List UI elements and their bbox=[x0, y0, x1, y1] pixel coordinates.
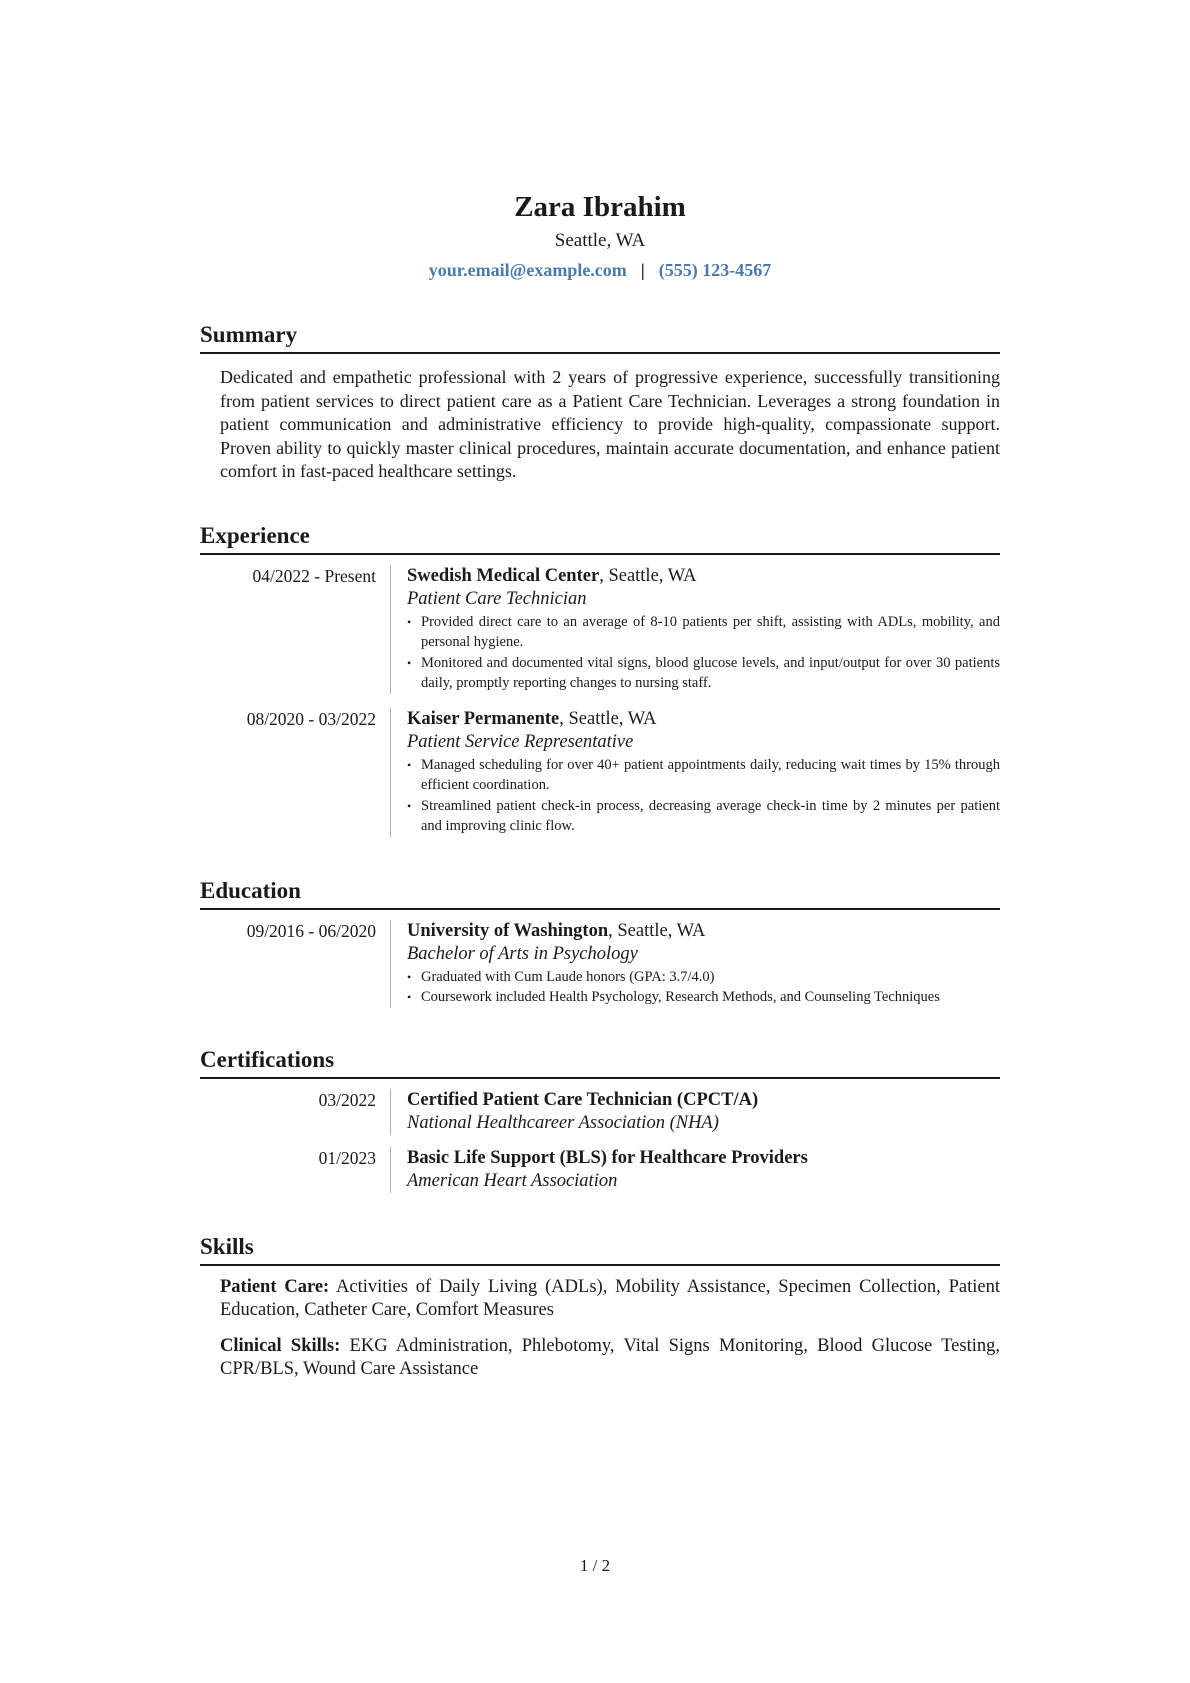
certifications-heading: Certifications bbox=[200, 1046, 1000, 1079]
entry-date: 04/2022 - Present bbox=[252, 565, 376, 586]
bullet-item: • Streamlined patient check-in process, decreasing average check-in time by 2 minutes per patient and improving clinic flow. bbox=[407, 796, 1000, 837]
entry-degree: Bachelor of Arts in Psychology bbox=[407, 943, 638, 964]
bullet-item: • Graduated with Cum Laude honors (GPA: 3.7/4.0) bbox=[407, 967, 1000, 988]
entry-role: Patient Care Technician bbox=[407, 588, 587, 609]
organization-place: , Seattle, WA bbox=[599, 565, 697, 586]
contact-separator: | bbox=[640, 260, 645, 280]
entry-organization bbox=[407, 565, 1000, 588]
entry-date: 01/2023 bbox=[318, 1147, 376, 1168]
entry-role: Patient Service Representative bbox=[407, 731, 634, 752]
experience-heading: Experience bbox=[200, 522, 1000, 555]
summary-section bbox=[200, 321, 1000, 484]
resume-page bbox=[200, 190, 1000, 1382]
candidate-location: Seattle, WA bbox=[554, 230, 646, 251]
education-heading: Education bbox=[200, 877, 1000, 910]
organization-place: , Seattle, WA bbox=[559, 708, 657, 729]
bullet-item: • Monitored and documented vital signs, blood glucose levels, and input/output for over 30 patients daily, promptly reporting changes to nursing staff. bbox=[407, 653, 1000, 694]
certification-name bbox=[407, 1147, 1000, 1170]
certification-entry bbox=[200, 1147, 1000, 1193]
education-section bbox=[200, 877, 1000, 1008]
certification-entry bbox=[200, 1089, 1000, 1135]
entry-date: 03/2022 bbox=[318, 1089, 376, 1110]
email-link[interactable]: your.email@example.com bbox=[428, 260, 627, 280]
skills-section bbox=[200, 1233, 1000, 1382]
summary-text: Dedicated and empathetic professional with 2 years of progressive experience, successfully transitioning from patient services to direct patient care as a Patient Care Technician. Leverages a strong foundation in patient communication and administrative efficiency to provide high-quality, compassionate support. Proven ability to quickly master clinical procedures, maintain accurate documentation, and enhance patient comfort in fast-paced healthcare settings. bbox=[220, 367, 1000, 481]
entry-organization bbox=[407, 920, 1000, 943]
experience-section bbox=[200, 522, 1000, 837]
entry-organization bbox=[407, 708, 1000, 731]
bullet-item: • Coursework included Health Psychology, Research Methods, and Counseling Techniques bbox=[407, 987, 1000, 1008]
entry-bullets bbox=[407, 612, 1000, 694]
experience-entry bbox=[200, 708, 1000, 837]
bullet-item: • Provided direct care to an average of 8-10 patients per shift, assisting with ADLs, mobility, and personal hygiene. bbox=[407, 612, 1000, 653]
skill-group-label: Clinical Skills: bbox=[220, 1335, 341, 1356]
contact-line bbox=[200, 259, 1000, 281]
experience-entry bbox=[200, 565, 1000, 694]
bullet-item: • Managed scheduling for over 40+ patient appointments daily, reducing wait times by 15% through efficient coordination. bbox=[407, 755, 1000, 796]
phone-link[interactable]: (555) 123-4567 bbox=[658, 260, 772, 280]
education-entry bbox=[200, 920, 1000, 1008]
entry-date: 08/2020 - 03/2022 bbox=[246, 708, 376, 729]
summary-heading: Summary bbox=[200, 321, 1000, 354]
certifications-section bbox=[200, 1046, 1000, 1193]
organization-place: , Seattle, WA bbox=[608, 920, 706, 941]
organization-name: Kaiser Permanente bbox=[407, 708, 560, 729]
certification-issuer: National Healthcareer Association (NHA) bbox=[407, 1112, 719, 1133]
certification-title: Certified Patient Care Technician (CPCT/A) bbox=[407, 1089, 759, 1110]
certification-title: Basic Life Support (BLS) for Healthcare Providers bbox=[407, 1147, 808, 1168]
page-number: 1 / 2 bbox=[579, 1556, 611, 1575]
skill-group-label: Patient Care: bbox=[220, 1276, 330, 1297]
skill-group-list: Activities of Daily Living (ADLs), Mobility Assistance, Specimen Collection, Patient Education, Catheter Care, Comfort Measures bbox=[220, 1276, 1001, 1320]
entry-bullets bbox=[407, 755, 1000, 837]
organization-name: Swedish Medical Center bbox=[407, 565, 600, 586]
entry-bullets bbox=[407, 967, 1000, 1008]
skills-heading: Skills bbox=[200, 1233, 1000, 1266]
certification-name bbox=[407, 1089, 1000, 1112]
entry-date: 09/2016 - 06/2020 bbox=[246, 920, 376, 941]
skill-group bbox=[220, 1276, 1000, 1323]
skill-group bbox=[220, 1335, 1000, 1382]
organization-name: University of Washington bbox=[407, 920, 609, 941]
candidate-name: Zara Ibrahim bbox=[514, 191, 686, 223]
skill-group-list: EKG Administration, Phlebotomy, Vital Signs Monitoring, Blood Glucose Testing, CPR/BLS, Wound Care Assistance bbox=[220, 1335, 1000, 1379]
certification-issuer: American Heart Association bbox=[407, 1170, 618, 1191]
